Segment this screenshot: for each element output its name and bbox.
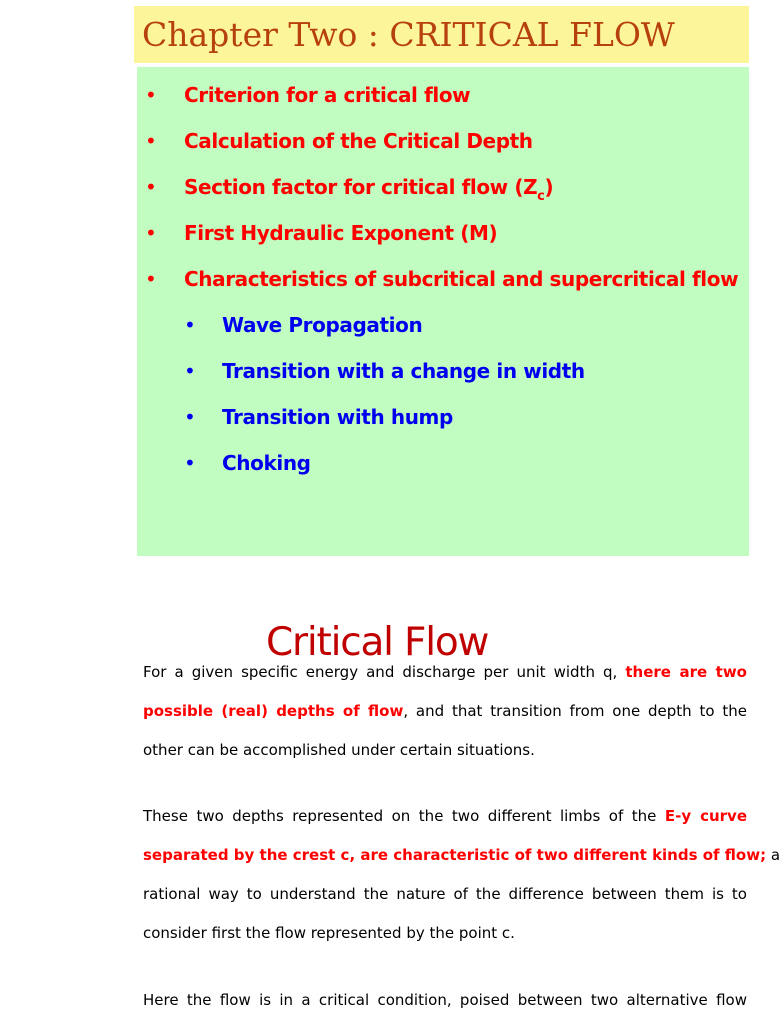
paragraph-line: These two depths represented on the two different limbs of the E-y curve [143, 807, 747, 825]
bullet-icon: • [184, 451, 196, 475]
outline-item-text: Criterion for a critical flow [184, 83, 471, 107]
paragraph-2 [143, 797, 780, 953]
paragraph-line: possible (real) depths of flow, and that transition from one depth to the [143, 702, 747, 720]
bullet-icon: • [145, 175, 157, 199]
outline-subitem [0, 451, 768, 477]
outline-item [0, 129, 768, 155]
bullet-icon: • [184, 405, 196, 429]
paragraph-line: consider first the flow represented by the point c. [143, 924, 515, 942]
highlight-text: separated by the crest c, are characteristic of two different kinds of flow; [143, 846, 767, 864]
section-heading: Critical Flow [266, 620, 489, 665]
bullet-icon: • [145, 129, 157, 153]
bullet-icon: • [184, 359, 196, 383]
outline-item-text: First Hydraulic Exponent (M) [184, 221, 498, 245]
chapter-title-bar [134, 6, 749, 63]
paragraph-3 [143, 981, 747, 1020]
bullet-icon: • [184, 313, 196, 337]
chapter-title: Chapter Two : CRITICAL FLOW [142, 15, 675, 54]
bullet-icon: • [145, 221, 157, 245]
outline-item [0, 175, 768, 205]
outline-subitem-text: Transition with a change in width [222, 359, 585, 383]
bullet-icon: • [145, 83, 157, 107]
paragraph-line: separated by the crest c, are characteristic of two different kinds of flow; a [143, 846, 780, 864]
outline-item-text: Section factor for critical flow $(Z_c)$ [184, 175, 554, 204]
highlight-text: there are two [625, 663, 747, 681]
outline-subitem-text: Choking [222, 451, 311, 475]
highlight-text: E-y curve [664, 807, 747, 825]
outline-item-text: Characteristics of subcritical and supercritical flow [184, 267, 739, 291]
outline-subitem-text: Transition with hump [222, 405, 453, 429]
paragraph-line: Here the flow is in a critical condition, poised between two alternative flow [143, 991, 747, 1009]
paragraph-1 [143, 653, 747, 770]
paragraph-line: other can be accomplished under certain situations. [143, 741, 535, 759]
outline-item-text: Calculation of the Critical Depth [184, 129, 533, 153]
outline-subitem [0, 359, 768, 385]
paragraph-line: For a given specific energy and discharge per unit width q, there are two [143, 663, 747, 681]
outline-subitem [0, 313, 768, 339]
outline-item [0, 83, 768, 109]
subscript: c [537, 189, 545, 204]
outline-subitem [0, 405, 768, 431]
outline-subitem-text: Wave Propagation [222, 313, 423, 337]
paragraph-line: rational way to understand the nature of the difference between them is to [143, 885, 747, 903]
highlight-text: possible (real) depths of flow [143, 702, 404, 720]
outline-item [0, 221, 768, 247]
outline-item [0, 267, 768, 293]
bullet-icon: • [145, 267, 157, 291]
